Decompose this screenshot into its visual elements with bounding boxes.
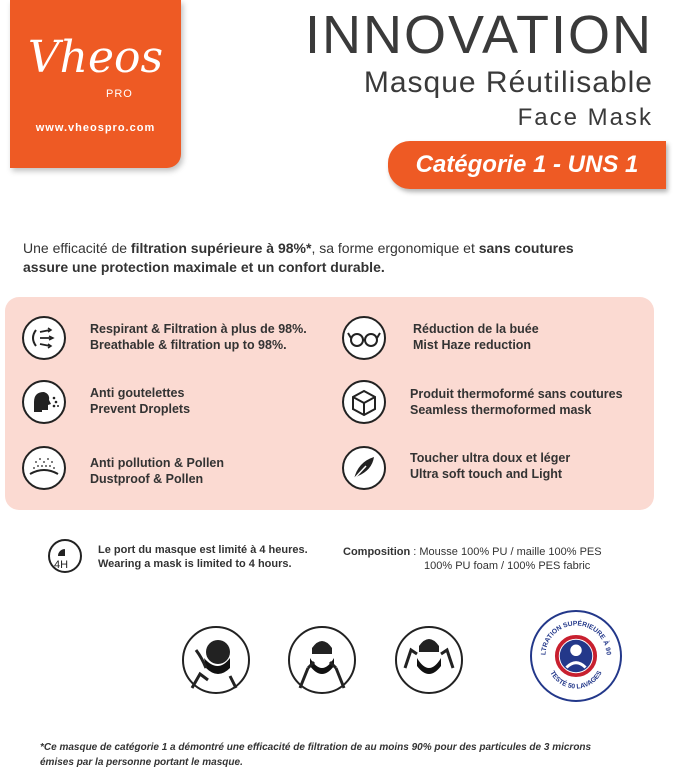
category-text: Catégorie 1 - UNS 1 — [415, 151, 639, 178]
composition-text — [343, 545, 602, 573]
mask-step-1-icon — [182, 626, 250, 694]
duration-label: 4H — [54, 559, 69, 571]
footnote — [40, 740, 660, 770]
feature-en: Seamless thermoformed mask — [410, 403, 592, 417]
filtration-seal — [530, 610, 622, 702]
pollen-icon — [22, 446, 66, 490]
feature-en: Ultra soft touch and Light — [410, 467, 563, 481]
mask-step-2-icon — [288, 626, 356, 694]
feather-icon — [342, 446, 386, 490]
feature-en: Dustproof & Pollen — [90, 472, 204, 486]
feature-fr: Produit thermoformé sans coutures — [410, 387, 623, 401]
feature-fr: Anti goutelettes — [90, 386, 185, 400]
intro-text — [23, 239, 643, 277]
feature-en: Mist Haze reduction — [413, 338, 532, 352]
feature-fr: Réduction de la buée — [413, 322, 539, 336]
seal-top-text: LTRATION SUPÉRIEURE À 90 — [540, 620, 612, 656]
cube-icon — [342, 380, 386, 424]
intro-line2: assure une protection maximale et un confort durable. — [23, 259, 385, 275]
feature-text — [410, 450, 570, 482]
composition-en: 100% PU foam / 100% PES fabric — [424, 560, 591, 572]
composition-fr: : Mousse 100% PU / maille 100% PES — [410, 546, 602, 558]
logo-name: Vheos — [27, 32, 164, 83]
title-face-mask: Face Mask — [517, 104, 653, 131]
feature-text — [413, 321, 539, 353]
droplets-icon — [22, 380, 66, 424]
feature-en: Prevent Droplets — [90, 402, 191, 416]
logo-sub: PRO — [106, 88, 133, 100]
footnote-line2: émises par la personne portant le masque. — [40, 757, 243, 768]
feature-text — [90, 321, 307, 353]
feature-fr: Anti pollution & Pollen — [90, 456, 225, 470]
feature-fr: Respirant & Filtration à plus de 98%. — [90, 322, 307, 336]
breathe-icon — [22, 316, 66, 360]
duration-en: Wearing a mask is limited to 4 hours. — [98, 558, 292, 570]
intro-p2: , sa forme ergonomique et — [311, 240, 479, 256]
category-badge — [388, 141, 666, 189]
title-innovation: INNOVATION — [304, 5, 653, 65]
title-masque: Masque Réutilisable — [363, 66, 653, 99]
intro-p1: Une efficacité de — [23, 240, 131, 256]
logo-url: www.vheospro.com — [35, 122, 156, 134]
composition-label: Composition — [343, 546, 411, 558]
feature-fr: Toucher ultra doux et léger — [410, 451, 571, 465]
duration-text — [98, 543, 308, 571]
brand-logo — [10, 0, 181, 168]
seal-bottom-text: TESTÉ 50 LAVAGES — [548, 669, 604, 691]
glasses-icon — [342, 316, 386, 360]
feature-text — [90, 455, 224, 487]
duration-fr: Le port du masque est limité à 4 heures. — [98, 544, 308, 556]
feature-en: Breathable & filtration up to 98%. — [90, 338, 287, 352]
feature-text — [410, 386, 623, 418]
intro-b2: sans coutures — [478, 240, 574, 256]
footnote-line1: *Ce masque de catégorie 1 a démontré une efficacité de filtration de au moins 90% pour des particules de 3 microns — [40, 742, 592, 753]
mask-step-3-icon — [395, 626, 463, 694]
feature-text — [90, 385, 190, 417]
intro-b1: filtration supérieure à 98%* — [130, 240, 312, 256]
